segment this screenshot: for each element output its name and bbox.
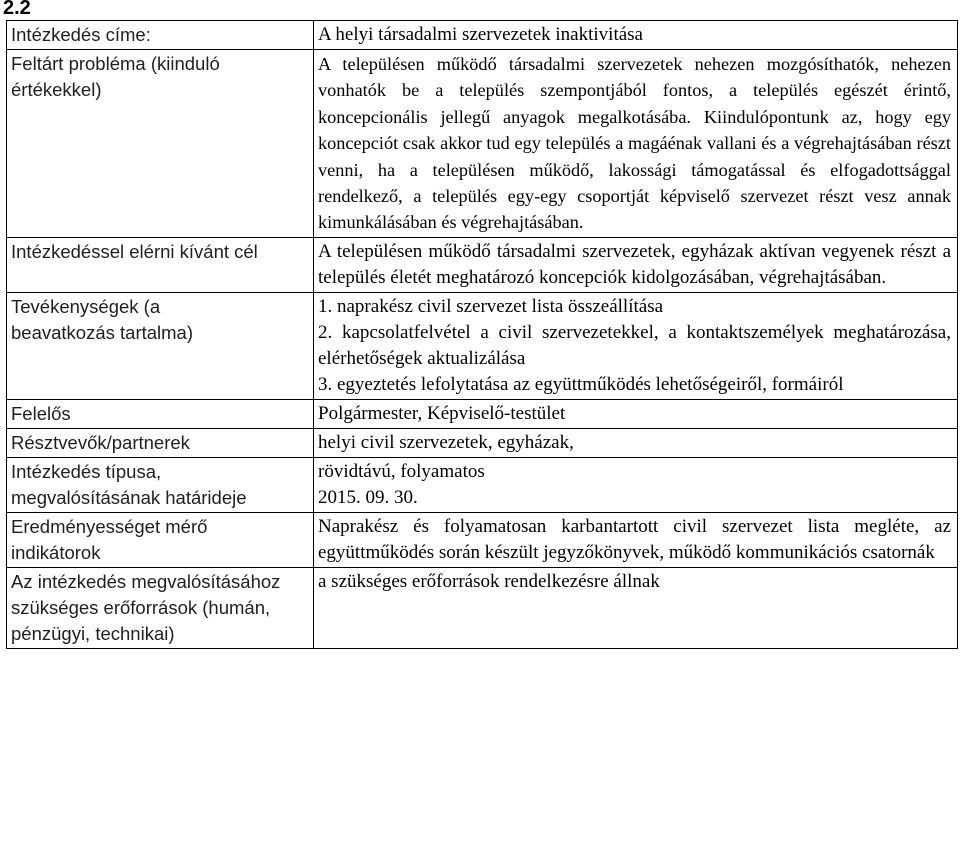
type-deadline-cell	[314, 457, 958, 512]
row-label-type-deadline: Intézkedés típusa, megvalósításának határideje	[7, 457, 314, 512]
row-label-resources: Az intézkedés megvalósításához szükséges erőforrások (humán, pénzügyi, technikai)	[7, 567, 314, 648]
table-row	[7, 237, 958, 292]
indicators-text: Naprakész és folyamatosan karbantartott civil szervezet lista megléte, az együttműködés során készült jegyzőkönyvek, működő kommunikációs csatornák	[314, 512, 958, 567]
table-row	[7, 21, 958, 50]
row-label-responsible: Felelős	[7, 399, 314, 428]
activities-list	[314, 292, 958, 399]
deadline-date: 2015. 09. 30.	[318, 486, 418, 508]
row-label-indicators: Eredményességet mérő indikátorok	[7, 512, 314, 567]
problem-text: A településen működő társadalmi szervezetek nehezen mozgósíthatók, nehezen vonhatók be a település szempontjából fontos, a település egészét érintő, koncepcionális jellegű anyagok megalkotásába. Kiindulópontunk az, hogy egy koncepciót csak akkor tud egy település a magáénak vallani és a végrehajtásában részt venni, ha a településen működő, lakossági támogatással és elfogadottsággal rendelkező, a település egy-egy csoportját képviselő szervezet részt vesz annak kimunkálásában és végrehajtásában.	[314, 50, 958, 238]
activity-item: 1. naprakész civil szervezet lista összeállítása	[318, 295, 664, 317]
table-row	[7, 428, 958, 457]
partners-text: helyi civil szervezetek, egyházak,	[314, 428, 958, 457]
activity-item: 2. kapcsolatfelvétel a civil szervezetekkel, a kontaktszemélyek meghatározása, elérhetőségek aktualizálása	[318, 321, 951, 369]
table-row	[7, 399, 958, 428]
table-row	[7, 512, 958, 567]
responsible-text: Polgármester, Képviselő-testület	[314, 399, 958, 428]
row-label-problem: Feltárt probléma (kiinduló értékekkel)	[7, 50, 314, 238]
table-row	[7, 50, 958, 238]
row-label-title: Intézkedés címe:	[7, 21, 314, 50]
row-label-activities: Tevékenységek (a beavatkozás tartalma)	[7, 292, 314, 399]
resources-text: a szükséges erőforrások rendelkezésre állnak	[314, 567, 958, 648]
measure-type: rövidtávú, folyamatos	[318, 460, 485, 482]
measure-title: A helyi társadalmi szervezetek inaktivitása	[314, 21, 958, 50]
goal-text: A településen működő társadalmi szervezetek, egyházak aktívan vegyenek részt a település életét meghatározó koncepciók kidolgozásában, végrehajtásában.	[314, 237, 958, 292]
table-row	[7, 567, 958, 648]
table-row	[7, 457, 958, 512]
activity-item: 3. egyeztetés lefolytatása az együttműködés lehetőségeiről, formáiról	[318, 373, 844, 395]
table-row	[7, 292, 958, 399]
section-number: 2.2	[3, 0, 31, 19]
row-label-partners: Résztvevők/partnerek	[7, 428, 314, 457]
measure-table	[6, 20, 958, 649]
row-label-goal: Intézkedéssel elérni kívánt cél	[7, 237, 314, 292]
